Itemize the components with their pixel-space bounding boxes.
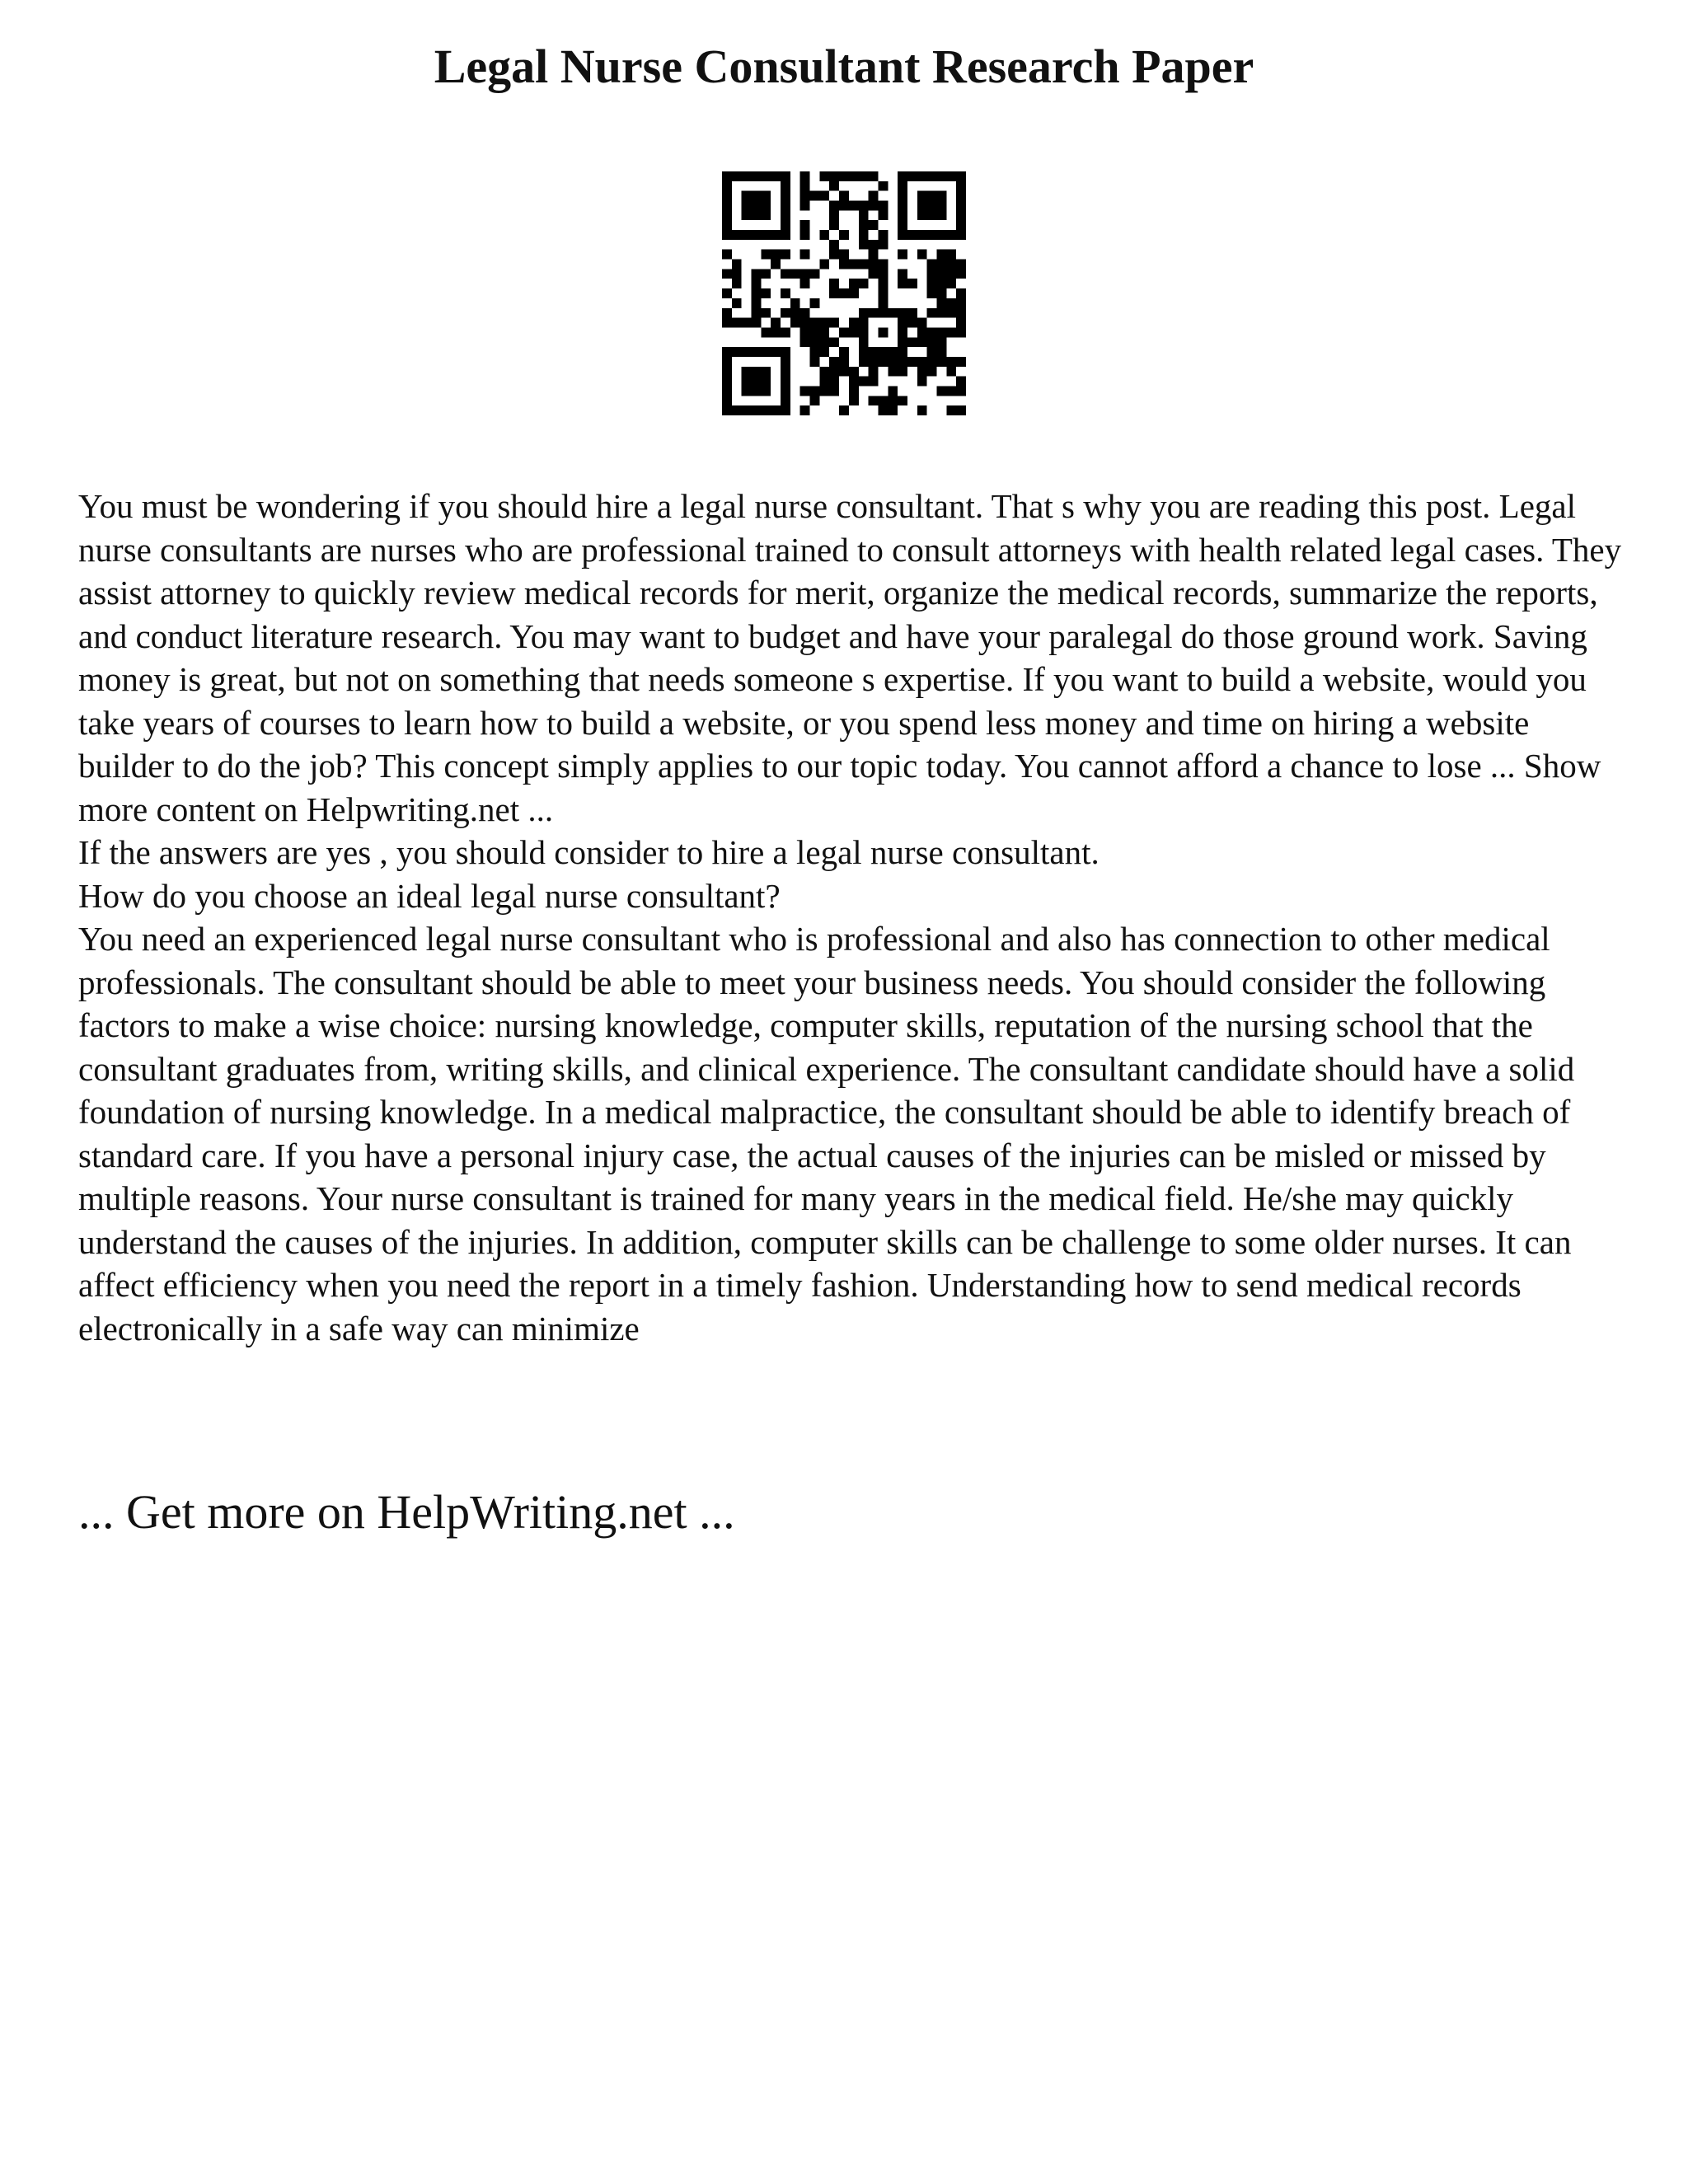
paragraph-answers: If the answers are yes , you should consider to hire a legal nurse consultant.	[78, 833, 1100, 871]
qr-code-icon	[722, 171, 966, 415]
paragraph-intro: You must be wondering if you should hire a legal nurse consultant. That s why you are reading this post. Legal nurse consultants are nurses who are professional trained to consult attorneys with health related legal cases. They assist attorney to quickly review medical records for merit, organize the medical records, summarize the reports, and conduct literature research. You may want to budget and have your paralegal do those ground work. Saving money is great, but not on something that needs someone s expertise. If you want to build a website, would you take years of courses to learn how to build a website, or you spend less money and time on hiring a website builder to do the job? This concept simply applies to our topic today. You cannot afford a chance to lose ... Show more content on Helpwriting.net ...	[78, 487, 1622, 828]
paragraph-factors: You need an experienced legal nurse consultant who is professional and also has connection to other medical professionals. The consultant should be able to meet your business needs. You should consider the following factors to make a wise choice: nursing knowledge, computer skills, reputation of the nursing school that the consultant graduates from, writing skills, and clinical experience. The consultant candidate should have a solid foundation of nursing knowledge. In a medical malpractice, the consultant should be able to identify breach of standard care. If you have a personal injury case, the actual causes of the injuries can be misled or missed by multiple reasons. Your nurse consultant is trained for many years in the medical field. He/she may quickly understand the causes of the injuries. In addition, computer skills can be challenge to some older nurses. It can affect efficiency when you need the report in a timely fashion. Understanding how to send medical records electronically in a safe way can minimize	[78, 920, 1575, 1347]
article-body	[78, 485, 1628, 1350]
get-more-link[interactable]: ... Get more on HelpWriting.net ...	[78, 1485, 735, 1539]
page-title: Legal Nurse Consultant Research Paper	[434, 40, 1254, 93]
paragraph-question: How do you choose an ideal legal nurse consultant?	[78, 876, 781, 915]
